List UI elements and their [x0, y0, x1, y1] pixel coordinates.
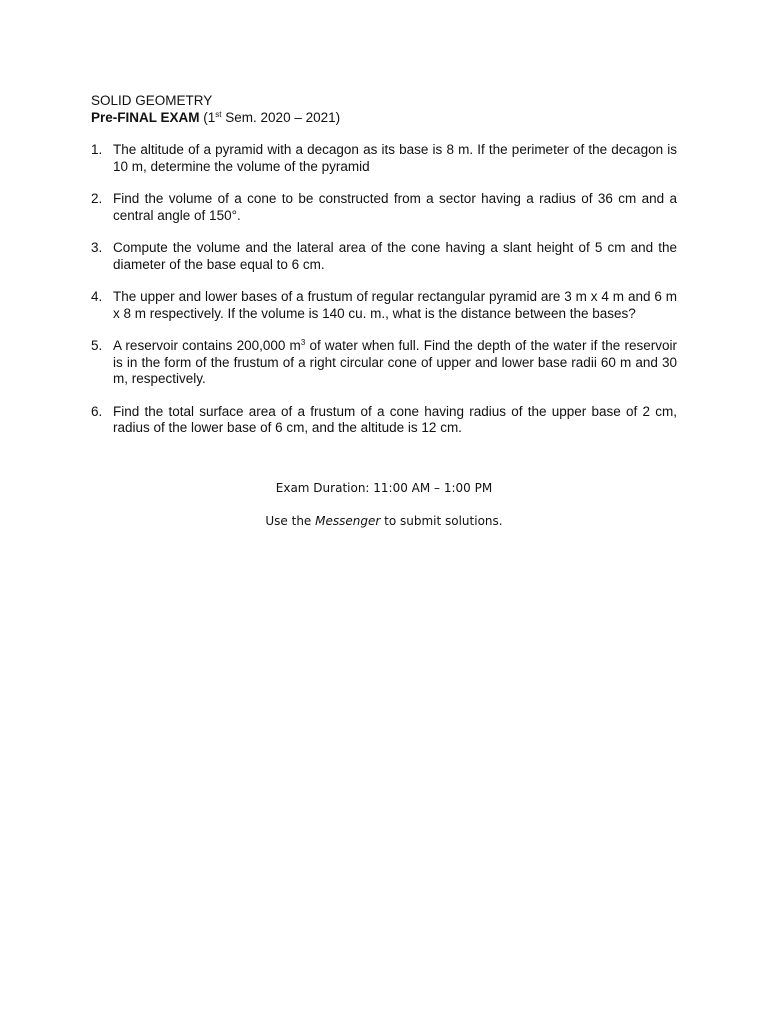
question-text-part: A reservoir contains 200,000 m [113, 338, 301, 353]
exam-title: Pre-FINAL EXAM [91, 110, 200, 125]
question-item [91, 404, 677, 437]
question-number: 3. [91, 240, 103, 255]
question-number: 6. [91, 403, 103, 419]
question-text: Compute the volume and the lateral area of the cone having a slant height of 5 cm and the diameter of the base equal to 6 cm. [113, 240, 677, 272]
submission-instruction [0, 513, 768, 529]
question-item [91, 289, 677, 322]
question-text: Find the total surface area of a frustum of a cone having radius of the upper base of 2 cm, radius of the lower base of 6 cm, and the altitude is 12 cm. [113, 403, 677, 435]
question-item [91, 338, 677, 388]
question-item [91, 240, 677, 273]
messenger-emphasis: Messenger [315, 514, 381, 528]
submit-text: Use the [265, 514, 316, 528]
exam-duration: Exam Duration: 11:00 AM – 1:00 PM [275, 481, 493, 495]
question-text: Find the volume of a cone to be constructed from a sector having a radius of 36 cm and a central angle of 150°. [113, 191, 677, 223]
question-item [91, 142, 677, 175]
course-title: SOLID GEOMETRY [91, 93, 213, 108]
superscript-exponent: 3 [300, 338, 306, 347]
question-text [113, 338, 677, 386]
submit-text: to submit solutions. [380, 514, 503, 528]
question-number: 2. [91, 191, 103, 206]
question-text-part: of water when full. Find the depth of the water if the reservoir is in the form of the frustum of a right circular cone of upper and lower base radii 60 m and 30 m, respectively. [113, 338, 677, 386]
semester-open: (1 [203, 110, 216, 125]
ordinal-suffix: st [215, 110, 222, 119]
semester-rest: Sem. 2020 – 2021) [221, 110, 341, 125]
semester-info [203, 110, 340, 125]
question-list [91, 142, 677, 437]
question-text: The altitude of a pyramid with a decagon as its base is 8 m. If the perimeter of the decagon is 10 m, determine the volume of the pyramid [113, 142, 677, 174]
question-number: 5. [91, 338, 103, 353]
question-number: 1. [91, 142, 103, 157]
document-header [91, 92, 340, 126]
question-text: The upper and lower bases of a frustum of regular rectangular pyramid are 3 m x 4 m and 6 m x 8 m respectively. If the volume is 140 cu. m., what is the distance between the bases? [113, 289, 677, 321]
question-number: 4. [91, 289, 103, 304]
exam-title-line [91, 109, 340, 126]
question-item [91, 191, 677, 224]
